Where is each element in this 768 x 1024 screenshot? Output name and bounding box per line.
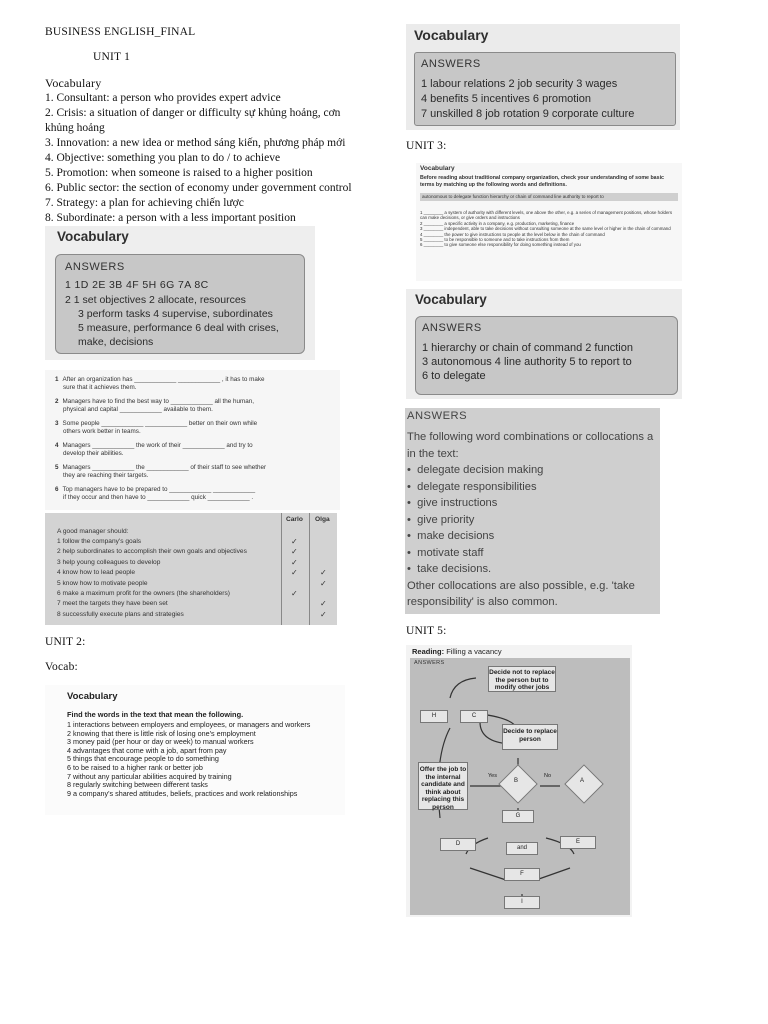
unit2-box-title: Vocabulary xyxy=(67,691,118,702)
list-item: 4 advantages that come with a job, apart from pay xyxy=(67,745,227,755)
list-item: • motivate staff xyxy=(407,546,484,559)
flow-no-label: No xyxy=(544,773,552,779)
unit2-answers-box xyxy=(414,52,676,126)
unit3-answers-title: Vocabulary xyxy=(415,292,487,307)
list-item: • give instructions xyxy=(407,497,498,509)
table-row: 6 make a maximum profit for the owners (the shareholders) ✓ xyxy=(57,589,298,598)
flow-diamond-b-label: B xyxy=(514,778,519,784)
flow-node-e: E xyxy=(560,836,596,849)
carlo-check: ✓ xyxy=(291,589,298,598)
list-item: • make decisions xyxy=(407,530,495,542)
unit1-label: UNIT 1 xyxy=(93,51,131,63)
unit2-answers-line2: 4 benefits 5 incentives 6 promotion xyxy=(421,93,591,105)
collocations-head: ANSWERS xyxy=(407,410,468,422)
list-item: • take decisions. xyxy=(407,563,492,575)
unit5-label: UNIT 5: xyxy=(406,625,447,637)
unit3-answers-head: ANSWERS xyxy=(422,322,482,334)
list-item: 7 without any particular abilities acquired by training xyxy=(67,771,232,781)
flow-node-and: and xyxy=(506,842,538,855)
unit2-answers-image xyxy=(406,24,680,130)
flow-box-offer-job: Offer the job to the internal candidate and think about replacing this person xyxy=(418,762,468,810)
olga-check: ✓ xyxy=(320,609,327,619)
list-item: 9 a company's shared attitudes, beliefs, practices and work relationships xyxy=(67,788,298,798)
list-item: • give priority xyxy=(407,513,475,526)
term-1: 1. Consultant: a person who provides expert advice xyxy=(45,92,281,104)
list-item: 6 ________ to give someone else responsibility for doing something instead of you xyxy=(420,242,581,248)
unit1-answers-line3: 3 perform tasks 4 supervise, subordinates xyxy=(78,308,273,320)
term-3: 3. Innovation: a new idea or method sáng kiến, phương pháp mới xyxy=(45,137,346,149)
list-item: 2 knowing that there is little risk of losing one's employment xyxy=(67,728,256,738)
flow-yes-label: Yes xyxy=(488,773,497,779)
flow-box-modify-jobs: Decide not to replace the person but to modify other jobs xyxy=(488,666,556,692)
unit1-answers-box xyxy=(55,254,305,354)
exercise-item-3: 3 Some people ____________ ____________ better on their own while others work better in teams. xyxy=(55,420,258,435)
term-5: 5. Promotion: when someone is raised to a higher position xyxy=(45,167,313,179)
unit1-answers-line2: 2 1 set objectives 2 allocate, resources xyxy=(65,294,246,306)
unit2-answers-line3: 7 unskilled 8 job rotation 9 corporate culture xyxy=(421,108,635,120)
table-row: 3 help young colleagues to develop ✓ xyxy=(57,557,298,567)
list-item: 4 ________ the power to give instructions to people at the level below in the chain of command xyxy=(420,231,605,237)
unit1-answers-image xyxy=(45,226,315,360)
flow-node-g: G xyxy=(502,810,534,823)
collocations-intro-2: in the text: xyxy=(407,447,459,460)
exercise-item-6: 6 Top managers have to be prepared to ____________ ____________ if they occur and then have to ____________ quick ____________ . xyxy=(55,486,256,501)
list-item: • delegate responsibilities xyxy=(407,480,537,493)
list-item: 8 regularly switching between different tasks xyxy=(67,780,208,790)
unit2-vocab-image xyxy=(45,685,345,815)
collocations-intro-1: The following word combinations or collocations a xyxy=(407,431,654,443)
reading-heading: Reading: Filling a vacancy xyxy=(412,647,502,656)
unit1-answers-title: Vocabulary xyxy=(57,229,129,244)
carlo-check: ✓ xyxy=(291,557,298,567)
vocabulary-label: Vocabulary xyxy=(45,76,102,90)
term-2-cont: khủng hoảng xyxy=(45,122,105,134)
flow-node-f: F xyxy=(504,868,540,881)
unit3-answers-line2: 3 autonomous 4 line authority 5 to report to xyxy=(422,356,632,368)
unit5-flowchart-image xyxy=(406,645,632,917)
unit1-exercise-image xyxy=(45,370,340,510)
unit2-vocab-label: Vocab: xyxy=(45,661,78,673)
carlo-check: ✓ xyxy=(291,547,298,557)
table-row: 8 successfully execute plans and strategies ✓ xyxy=(57,609,327,619)
carlo-check: ✓ xyxy=(291,568,298,578)
table-row: 5 know how to motivate people ✓ xyxy=(57,578,327,588)
collocations-outro-2: responsibility' is also common. xyxy=(407,596,558,608)
unit2-answers-title: Vocabulary xyxy=(414,27,489,43)
list-item: 3 ________ independent, able to take decisions without consulting someone at the same level or higher in the chain of command xyxy=(420,226,671,232)
table-heading-row: A good manager should: xyxy=(57,528,129,535)
list-item: 3 money paid (per hour or day or week) to manual workers xyxy=(67,737,254,747)
unit3-small-defs xyxy=(420,210,678,248)
list-item: 5 ________ to be responsible to someone and to take instructions from them xyxy=(420,237,570,243)
table-header-row: Carlo Olga xyxy=(286,516,330,523)
flow-box-decide-replace: Decide to replace person xyxy=(502,724,558,750)
unit3-small-title: Vocabulary xyxy=(420,165,455,172)
term-6: 6. Public sector: the section of economy under government control xyxy=(45,182,352,194)
unit1-answers-head: ANSWERS xyxy=(65,261,125,273)
term-7: 7. Strategy: a plan for achieving chiến lược xyxy=(45,197,244,209)
collocations-body xyxy=(407,429,653,611)
list-item: 2 ________ a specific activity in a company, e.g. production, marketing, finance xyxy=(420,220,575,226)
table-row: 7 meet the targets they have been set ✓ xyxy=(57,599,327,609)
flow-node-h: H xyxy=(420,710,448,723)
list-item: 1 ________ a system of authority with different levels, one above the other, e.g. a series of management positions, whose holders can make decisions, or give orders and instructions xyxy=(420,210,673,221)
unit3-answers-box xyxy=(415,316,678,395)
document-title: BUSINESS ENGLISH_FINAL xyxy=(45,26,196,38)
unit3-label: UNIT 3: xyxy=(406,140,447,152)
unit1-answers-line4: 5 measure, performance 6 deal with crises, xyxy=(78,322,279,334)
flow-diamond-a-label: A xyxy=(580,778,585,784)
list-item: 5 things that encourage people to do something xyxy=(67,754,219,764)
olga-check: ✓ xyxy=(320,578,327,588)
flow-node-d: D xyxy=(440,838,476,851)
unit1-answers-line5: make, decisions xyxy=(78,336,154,348)
term-4: 4. Objective: something you plan to do / to achieve xyxy=(45,152,281,164)
list-item: 6 to be raised to a higher rank or better job xyxy=(67,762,203,772)
unit2-answers-line1: 1 labour relations 2 job security 3 wages xyxy=(421,78,618,90)
unit3-vocab-image xyxy=(416,163,682,281)
unit2-answers-head: ANSWERS xyxy=(421,58,481,70)
term-8: 8. Subordinate: a person with a less important position xyxy=(45,212,296,224)
list-item: • delegate decision making xyxy=(407,464,544,476)
flow-node-i: I xyxy=(504,896,540,909)
unit3-answers-image xyxy=(406,289,682,399)
exercise-item-2: 2 Managers have to find the best way to ____________ all the human, physical and capital ____________ available to them. xyxy=(55,398,255,413)
flowchart-answers-label: ANSWERS xyxy=(414,660,445,666)
unit2-label: UNIT 2: xyxy=(45,636,86,648)
unit2-instruction: Find the words in the text that mean the following. xyxy=(67,710,244,719)
manager-table-image xyxy=(45,513,337,625)
table-row: 4 know how to lead people ✓ ✓ xyxy=(57,568,327,578)
exercise-item-4: 4 Managers ____________ the work of their ____________ and try to develop their abilities. xyxy=(55,442,253,457)
table-row: 2 help subordinates to accomplish their own goals and objectives ✓ xyxy=(57,547,298,557)
carlo-check: ✓ xyxy=(291,537,298,546)
exercise-item-1: 1 After an organization has ____________ ____________ , it has to make sure that it achieves them. xyxy=(55,376,265,391)
unit1-term-list xyxy=(45,91,395,226)
flowchart-panel xyxy=(410,658,630,915)
unit1-answers-line1: 1 1D 2E 3B 4F 5H 6G 7A 8C xyxy=(65,279,209,291)
exercise-item-5: 5 Managers ____________ the ____________ of their staff to see whether they are reaching their targets. xyxy=(55,464,267,479)
olga-check: ✓ xyxy=(320,568,327,578)
table-row: 1 follow the company's goals ✓ xyxy=(57,537,298,546)
unit2-items xyxy=(67,721,310,798)
olga-check: ✓ xyxy=(320,599,327,609)
unit3-answers-line3: 6 to delegate xyxy=(422,370,486,382)
term-2: 2. Crisis: a situation of danger or difficulty sự khủng hoảng, cơn xyxy=(45,107,341,119)
unit3-small-intro: Before reading about traditional company organization, check your understanding of some basic terms by matching up the following words and definitions. xyxy=(420,175,664,188)
collocations-outro-1: Other collocations are also possible, e.g. 'take xyxy=(407,579,635,592)
flow-node-c: C xyxy=(460,710,488,723)
list-item: 1 interactions between employers and employees, or managers and workers xyxy=(67,720,311,729)
collocations-image xyxy=(405,408,660,614)
unit3-small-terms: autonomous to delegate function hierarchy or chain of command line authority to report to xyxy=(420,193,678,201)
unit3-answers-line1: 1 hierarchy or chain of command 2 function xyxy=(422,342,633,354)
